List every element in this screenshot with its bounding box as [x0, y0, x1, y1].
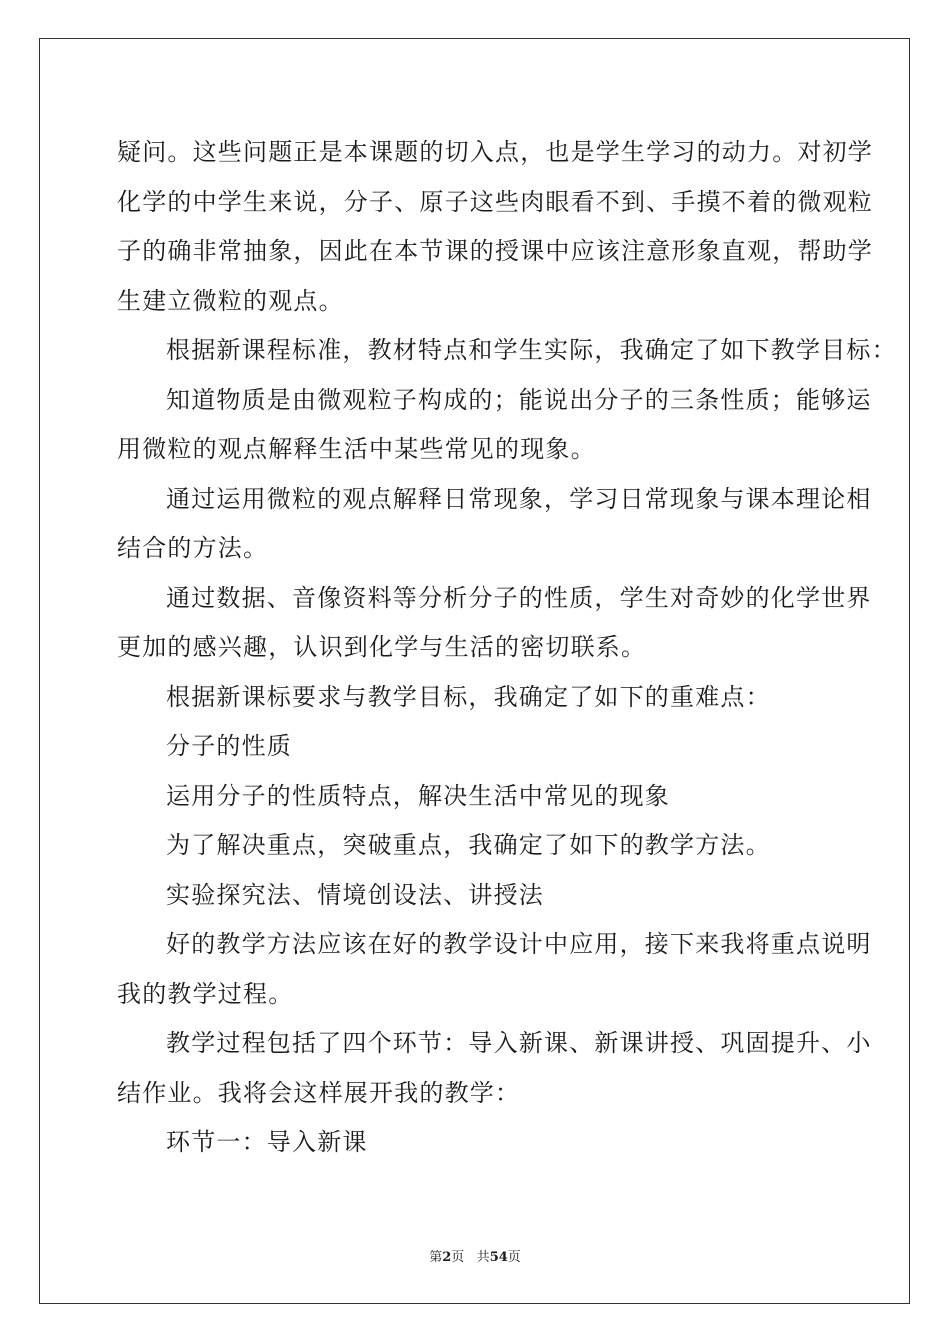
text-line: 实验探究法、情境创设法、讲授法 [166, 880, 544, 909]
text-line: 运用分子的性质特点，解决生活中常见的现象 [166, 781, 670, 810]
text-line: 好的教学方法应该在好的教学设计中应用，接下来我将重点说明 [166, 930, 872, 958]
text-line: 结作业。我将会这样展开我的教学： [117, 1078, 521, 1107]
text-line: 化学的中学生来说，分子、原子这些肉眼看不到、手摸不着的微观粒 [117, 187, 873, 216]
total-prefix: 共 [476, 1250, 490, 1265]
page-suffix: 页 [451, 1250, 465, 1265]
total-pages: 54 [489, 1250, 508, 1265]
text-line: 根据新课程标准，教材特点和学生实际，我确定了如下教学目标： [166, 336, 897, 364]
text-line: 知道物质是由微观粒子构成的；能说出分子的三条性质；能够运 [166, 385, 872, 414]
text-line: 根据新课标要求与教学目标，我确定了如下的重难点： [166, 682, 771, 711]
text-line: 生建立微粒的观点。 [117, 286, 344, 315]
total-suffix: 页 [507, 1250, 521, 1265]
text-line: 更加的感兴趣，认识到化学与生活的密切联系。 [117, 633, 647, 661]
text-line: 用微粒的观点解释生活中某些常见的现象。 [117, 435, 596, 463]
text-line: 我的教学过程。 [117, 979, 294, 1008]
text-line: 疑问。这些问题正是本课题的切入点，也是学生学习的动力。对初学 [117, 138, 873, 166]
text-line: 通过运用微粒的观点解释日常现象，学习日常现象与课本理论相 [166, 484, 872, 513]
page-number: 2 [442, 1250, 452, 1265]
text-line: 结合的方法。 [117, 534, 269, 562]
text-line: 为了解决重点，突破重点，我确定了如下的教学方法。 [166, 831, 771, 859]
text-line: 教学过程包括了四个环节：导入新课、新课讲授、巩固提升、小 [166, 1029, 872, 1057]
text-line: 环节一：导入新课 [166, 1128, 368, 1156]
text-line: 子的确非常抽象，因此在本节课的授课中应该注意形象直观，帮助学 [117, 237, 873, 265]
page-footer [0, 1246, 950, 1265]
page-prefix: 第 [429, 1250, 443, 1265]
text-line: 分子的性质 [166, 732, 292, 760]
text-line: 通过数据、音像资料等分析分子的性质，学生对奇妙的化学世界 [166, 583, 872, 612]
document-body [117, 128, 897, 1168]
